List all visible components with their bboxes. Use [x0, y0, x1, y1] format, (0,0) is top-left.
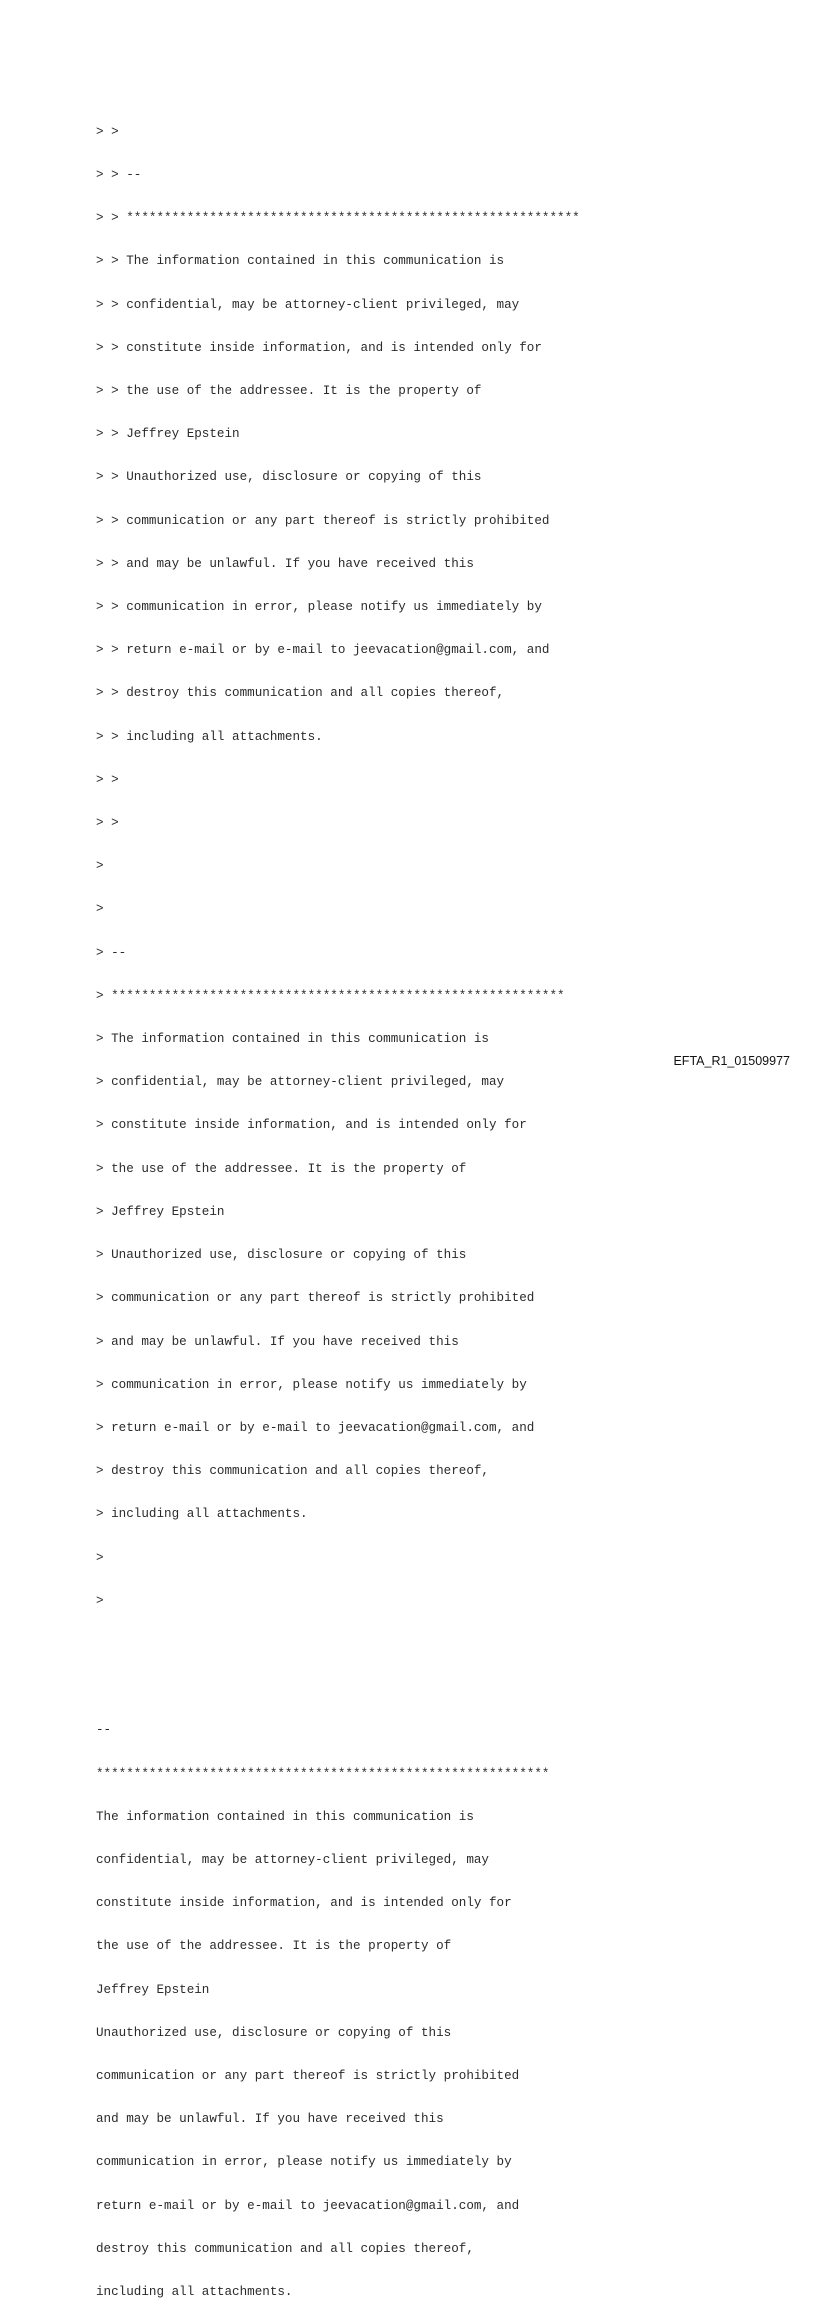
text-line: > > the use of the addressee. It is the property of — [96, 384, 482, 399]
text-line — [96, 1637, 786, 1651]
text-line: > — [96, 1550, 104, 1565]
text-line: -- — [96, 1723, 112, 1738]
text-line: constitute inside information, and is intended only for — [96, 1896, 512, 1911]
text-line: > — [96, 902, 104, 917]
text-line: > > -- — [96, 168, 142, 183]
text-line: > > including all attachments. — [96, 729, 323, 744]
text-line: > > communication or any part thereof is strictly prohibited — [96, 513, 550, 528]
text-line: > and may be unlawful. If you have received this — [96, 1334, 459, 1349]
text-line: > destroy this communication and all copies thereof, — [96, 1464, 489, 1479]
text-line: > Jeffrey Epstein — [96, 1204, 225, 1219]
text-line: destroy this communication and all copies thereof, — [96, 2241, 474, 2256]
text-line: > — [96, 1593, 104, 1608]
text-line: > Unauthorized use, disclosure or copying of this — [96, 1248, 467, 1263]
text-line: > The information contained in this communication is — [96, 1032, 489, 1047]
text-line: > ************************************************************ — [96, 988, 565, 1003]
text-line: > > destroy this communication and all copies thereof, — [96, 686, 505, 701]
text-line: the use of the addressee. It is the property of — [96, 1939, 452, 1954]
text-line: > > ************************************************************ — [96, 211, 580, 226]
text-line: > constitute inside information, and is intended only for — [96, 1118, 527, 1133]
text-line: > > and may be unlawful. If you have received this — [96, 556, 474, 571]
text-line: > > constitute inside information, and is intended only for — [96, 340, 542, 355]
document-id: EFTA_R1_01509977 — [673, 1054, 790, 1068]
text-line: return e-mail or by e-mail to jeevacation@gmail.com, and — [96, 2198, 520, 2213]
text-line: > communication in error, please notify us immediately by — [96, 1377, 527, 1392]
text-line: > > confidential, may be attorney-client privileged, may — [96, 297, 520, 312]
text-line: communication in error, please notify us immediately by — [96, 2155, 512, 2170]
text-line — [96, 1680, 786, 1694]
text-line: Unauthorized use, disclosure or copying of this — [96, 2025, 452, 2040]
email-body-text — [96, 96, 786, 2314]
text-line: > > The information contained in this communication is — [96, 254, 505, 269]
text-line: > > — [96, 772, 119, 787]
text-line: > including all attachments. — [96, 1507, 308, 1522]
text-line: confidential, may be attorney-client privileged, may — [96, 1852, 489, 1867]
text-line: > the use of the addressee. It is the property of — [96, 1161, 467, 1176]
text-line: > > — [96, 124, 119, 139]
text-line: and may be unlawful. If you have received this — [96, 2112, 444, 2127]
text-line: ************************************************************ — [96, 1766, 550, 1781]
text-line: The information contained in this communication is — [96, 1809, 474, 1824]
text-line: > > return e-mail or by e-mail to jeevacation@gmail.com, and — [96, 643, 550, 658]
text-line: > > — [96, 816, 119, 831]
text-line: communication or any part thereof is strictly prohibited — [96, 2068, 520, 2083]
text-line: > -- — [96, 945, 127, 960]
text-line: > > communication in error, please notify us immediately by — [96, 600, 542, 615]
text-line: > return e-mail or by e-mail to jeevacation@gmail.com, and — [96, 1420, 535, 1435]
text-line: > > Unauthorized use, disclosure or copying of this — [96, 470, 482, 485]
text-line: Jeffrey Epstein — [96, 1982, 210, 1997]
text-line: including all attachments. — [96, 2284, 293, 2299]
text-line: > > Jeffrey Epstein — [96, 427, 240, 442]
text-line: > communication or any part thereof is strictly prohibited — [96, 1291, 535, 1306]
text-line: > — [96, 859, 104, 874]
text-line: > confidential, may be attorney-client privileged, may — [96, 1075, 505, 1090]
